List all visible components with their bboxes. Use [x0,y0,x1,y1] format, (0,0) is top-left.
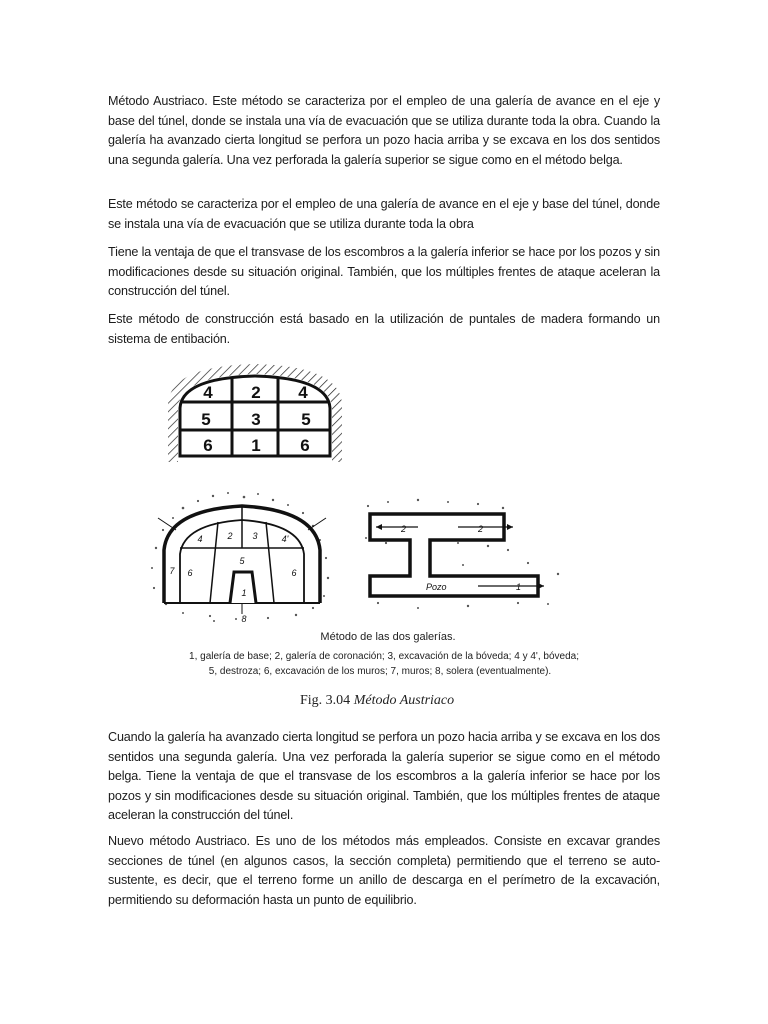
section-line [308,518,326,530]
tunnel-section-grid-figure [160,360,350,470]
arrow-right-icon [538,583,544,589]
paragraph-nuevo-metodo: Nuevo método Austriaco. Es uno de los métodos más empleados. Consiste en excavar grandes secciones de túnel (en algunos casos, la sección completa) permitiendo que el terreno se auto-sustente, es decir, que el terreno forme un anillo de descarga en el perímetro de la excavación, permitiendo su deformación hasta un punto de equilibrio. [108,834,660,907]
shaft-label: Pozo [426,582,447,592]
cell-label: 4 [203,383,213,402]
cell-label: 2 [251,383,261,402]
figure-legend-line1: 1, galería de base; 2, galería de coronación; 3, excavación de la bóveda; 4 y 4', bóveda; [189,651,579,662]
section-label: 1 [241,588,247,598]
section-label: 6 [187,568,193,578]
figure-caption [300,693,454,709]
section-label: 7 [169,566,175,576]
section-label: 5 [239,556,245,566]
cell-label: 3 [251,410,261,429]
section-line [158,518,176,530]
section-label: 4 [197,534,203,544]
cell-label: 4 [298,383,308,402]
figure-subtitle: Método de las dos galerías. [320,631,456,643]
arrow-right-icon [507,524,513,530]
longitudinal-section [370,514,538,596]
figure-legend-line2: 5, destroza; 6, excavación de los muros; 7, muros; 8, solera (eventualmente). [208,666,552,677]
cell-label: 1 [251,436,261,455]
paragraph-galeria-avance: Este método se caracteriza por el empleo de una galería de avance en el eje y base del túnel, donde se instala una vía de evacuación que se utiliza durante toda la obra [108,197,660,231]
cell-label: 6 [203,436,213,455]
two-galleries-figure [118,488,658,688]
cell-label: 6 [300,436,310,455]
gallery-upper-right-label: 2 [478,524,484,534]
section-label: 6 [291,568,297,578]
cell-label: 5 [201,410,211,429]
section-label: 3 [252,531,258,541]
section-label: 2 [227,531,233,541]
paragraph-puntales: Este método de construcción está basado en la utilización de puntales de madera formando un sistema de entibación. [108,312,660,346]
figure-caption-prefix: Fig. 3.04 [300,693,351,708]
section-line [210,522,218,603]
section-line [266,522,274,603]
gallery-upper-label: 2 [401,524,407,534]
gallery-lower-label: 1 [516,582,522,592]
section-label: 8 [241,614,247,624]
cell-label: 5 [301,410,311,429]
paragraph-ventaja: Tiene la ventaja de que el transvase de los escombros a la galería inferior se hace por los pozos y sin modificaciones desde su situación original. También, que los múltiples frentes de ataque aceleran la construcción del túnel. [108,245,660,298]
figure-caption-title: Método Austriaco [353,693,455,708]
section-label: 4' [281,534,289,544]
paragraph-pozo-galeria: Cuando la galería ha avanzado cierta longitud se perfora un pozo hacia arriba y se excava en los dos sentidos una segunda galería. Una vez perforada la galería superior se sigue como en el método belga. Tiene la ventaja de que el transvase de los escombros a la galería inferior se hace por los pozos y sin modificaciones desde su situación original. También, que los múltiples frentes de ataque aceleran la construcción del túnel. [108,730,660,822]
paragraph-metodo-austriaco: Método Austriaco. Este método se caracteriza por el empleo de una galería de avance en el eje y base del túnel, donde se instala una vía de evacuación que se utiliza durante toda la obra. Cuando la galería ha avanzado cierta longitud se perfora un pozo hacia arriba y se excava en los dos sentidos una segunda galería. Una vez perforada la galería superior se sigue como en el método belga. [108,94,660,167]
